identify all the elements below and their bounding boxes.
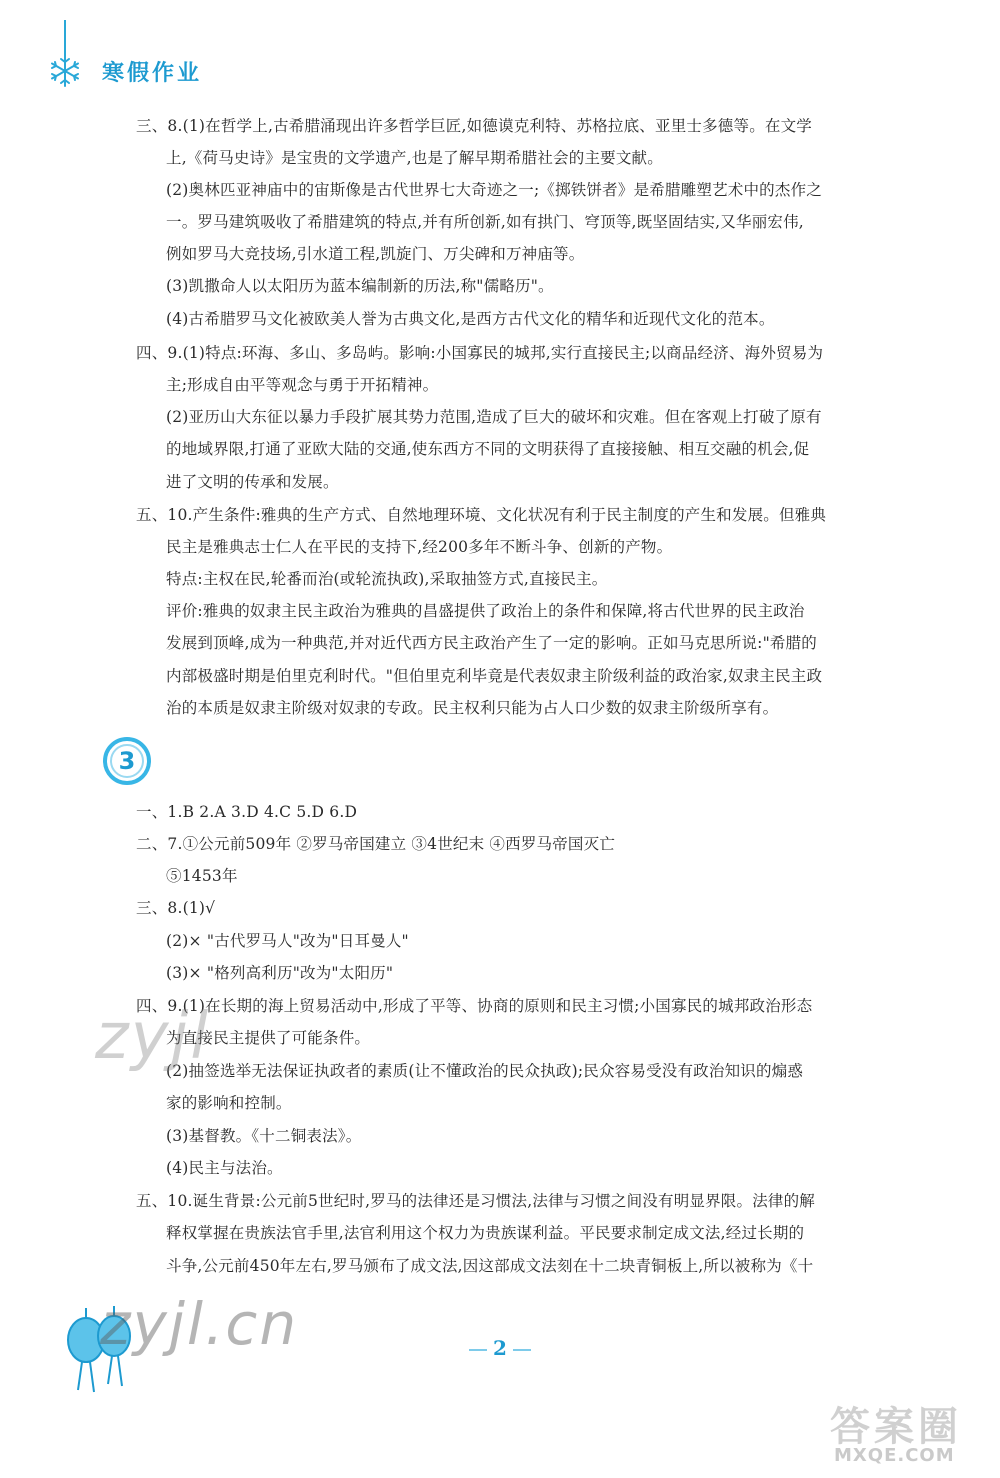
- watermark-brand-url: MXQE.COM: [834, 1445, 955, 1466]
- text-line: 四、9.(1)特点:环海、多山、多岛屿。影响:小国寡民的城邦,实行直接民主;以商品经济、海外贸易为: [136, 344, 824, 362]
- text-line: (3)× "格列高利历"改为"太阳历": [166, 964, 394, 982]
- text-line: (2)抽签选举无法保证执政者的素质(让不懂政治的民众执政);民众容易受没有政治知识的煽惑: [166, 1062, 804, 1080]
- text-line: (2)亚历山大东征以暴力手段扩展其势力范围,造成了巨大的破坏和灾难。但在客观上打破了原有: [166, 408, 822, 426]
- text-line: 的地域界限,打通了亚欧大陆的交通,使东西方不同的文明获得了直接接触、相互交融的机会,促: [166, 440, 810, 458]
- snowflake-icon: [48, 54, 82, 88]
- text-line: 三、8.(1)√: [136, 899, 216, 917]
- text-line: 家的影响和控制。: [166, 1094, 292, 1112]
- text-line: 内部极盛时期是伯里克利时代。"但伯里克利毕竟是代表奴隶主阶级利益的政治家,奴隶主民主政: [166, 667, 823, 685]
- text-line: 五、10.诞生背景:公元前5世纪时,罗马的法律还是习惯法,法律与习惯之间没有明显界限。法律的解: [136, 1192, 815, 1210]
- page-header: [40, 20, 440, 90]
- header-rule: [64, 20, 66, 58]
- text-line: 主;形成自由平等观念与勇于开拓精神。: [166, 376, 439, 394]
- page-number-value: 2: [493, 1336, 507, 1360]
- page-number-dash: [513, 1349, 531, 1351]
- text-line: (4)古希腊罗马文化被欧美人誉为古典文化,是西方古代文化的精华和近现代文化的范本。: [166, 310, 775, 328]
- page-number-dash: [469, 1349, 487, 1351]
- text-line: (3)凯撒命人以太阳历为蓝本编制新的历法,称"儒略历"。: [166, 277, 554, 295]
- text-line: ⑤1453年: [166, 867, 238, 885]
- text-line: 例如罗马大竞技场,引水道工程,凯旋门、万尖碑和万神庙等。: [166, 245, 585, 263]
- text-line: 斗争,公元前450年左右,罗马颁布了成文法,因这部成文法刻在十二块青铜板上,所以被称为《十: [166, 1257, 814, 1275]
- watermark-zyjl-cn: zyjl.cn: [100, 1290, 299, 1358]
- section-number-badge: [103, 737, 151, 785]
- text-line: (4)民主与法治。: [166, 1159, 283, 1177]
- text-line: 上,《荷马史诗》是宝贵的文学遗产,也是了解早期希腊社会的主要文献。: [166, 149, 663, 167]
- text-line: 释权掌握在贵族法官手里,法官利用这个权力为贵族谋利益。平民要求制定成文法,经过长期的: [166, 1224, 805, 1242]
- text-line: 一、1.B 2.A 3.D 4.C 5.D 6.D: [136, 803, 358, 821]
- text-line: 三、8.(1)在哲学上,古希腊涌现出许多哲学巨匠,如德谟克利特、苏格拉底、亚里士多德等。在文学: [136, 117, 813, 135]
- section-number: 3: [110, 744, 144, 778]
- text-line: (3)基督教。《十二铜表法》。: [166, 1127, 362, 1145]
- text-line: 为直接民主提供了可能条件。: [166, 1029, 371, 1047]
- watermark-brand-text: 答案圈: [830, 1404, 962, 1450]
- text-line: 二、7.①公元前509年 ②罗马帝国建立 ③4世纪末 ④西罗马帝国灭亡: [136, 835, 616, 853]
- watermark-zyjl: zyjl: [95, 1000, 211, 1074]
- text-line: 五、10.产生条件:雅典的生产方式、自然地理环境、文化状况有利于民主制度的产生和发展。但雅典: [136, 506, 827, 524]
- text-line: 评价:雅典的奴隶主民主政治为雅典的昌盛提供了政治上的条件和保障,将古代世界的民主政治: [166, 602, 805, 620]
- watermark-answer-brand: [830, 1395, 1000, 1475]
- text-line: 特点:主权在民,轮番而治(或轮流执政),采取抽签方式,直接民主。: [166, 570, 608, 588]
- text-line: 民主是雅典志士仁人在平民的支持下,经200多年不断斗争、创新的产物。: [166, 538, 673, 556]
- header-title: 寒假作业: [102, 61, 203, 86]
- text-line: 进了文明的传承和发展。: [166, 473, 339, 491]
- text-line: 一。罗马建筑吸收了希腊建筑的特点,并有所创新,如有拱门、穹顶等,既坚固结实,又华丽宏伟,: [166, 213, 804, 231]
- text-line: (2)× "古代罗马人"改为"日耳曼人": [166, 932, 409, 950]
- text-line: 治的本质是奴隶主阶级对奴隶的专政。民主权利只能为占人口少数的奴隶主阶级所享有。: [166, 699, 779, 717]
- text-line: 发展到顶峰,成为一种典范,并对近代西方民主政治产生了一定的影响。正如马克思所说:"希腊的: [166, 634, 818, 652]
- page-number: [460, 1336, 540, 1360]
- text-line: (2)奥林匹亚神庙中的宙斯像是古代世界七大奇迹之一;《掷铁饼者》是希腊雕塑艺术中的杰作之: [166, 181, 822, 199]
- text-line: 四、9.(1)在长期的海上贸易活动中,形成了平等、协商的原则和民主习惯;小国寡民的城邦政治形态: [136, 997, 813, 1015]
